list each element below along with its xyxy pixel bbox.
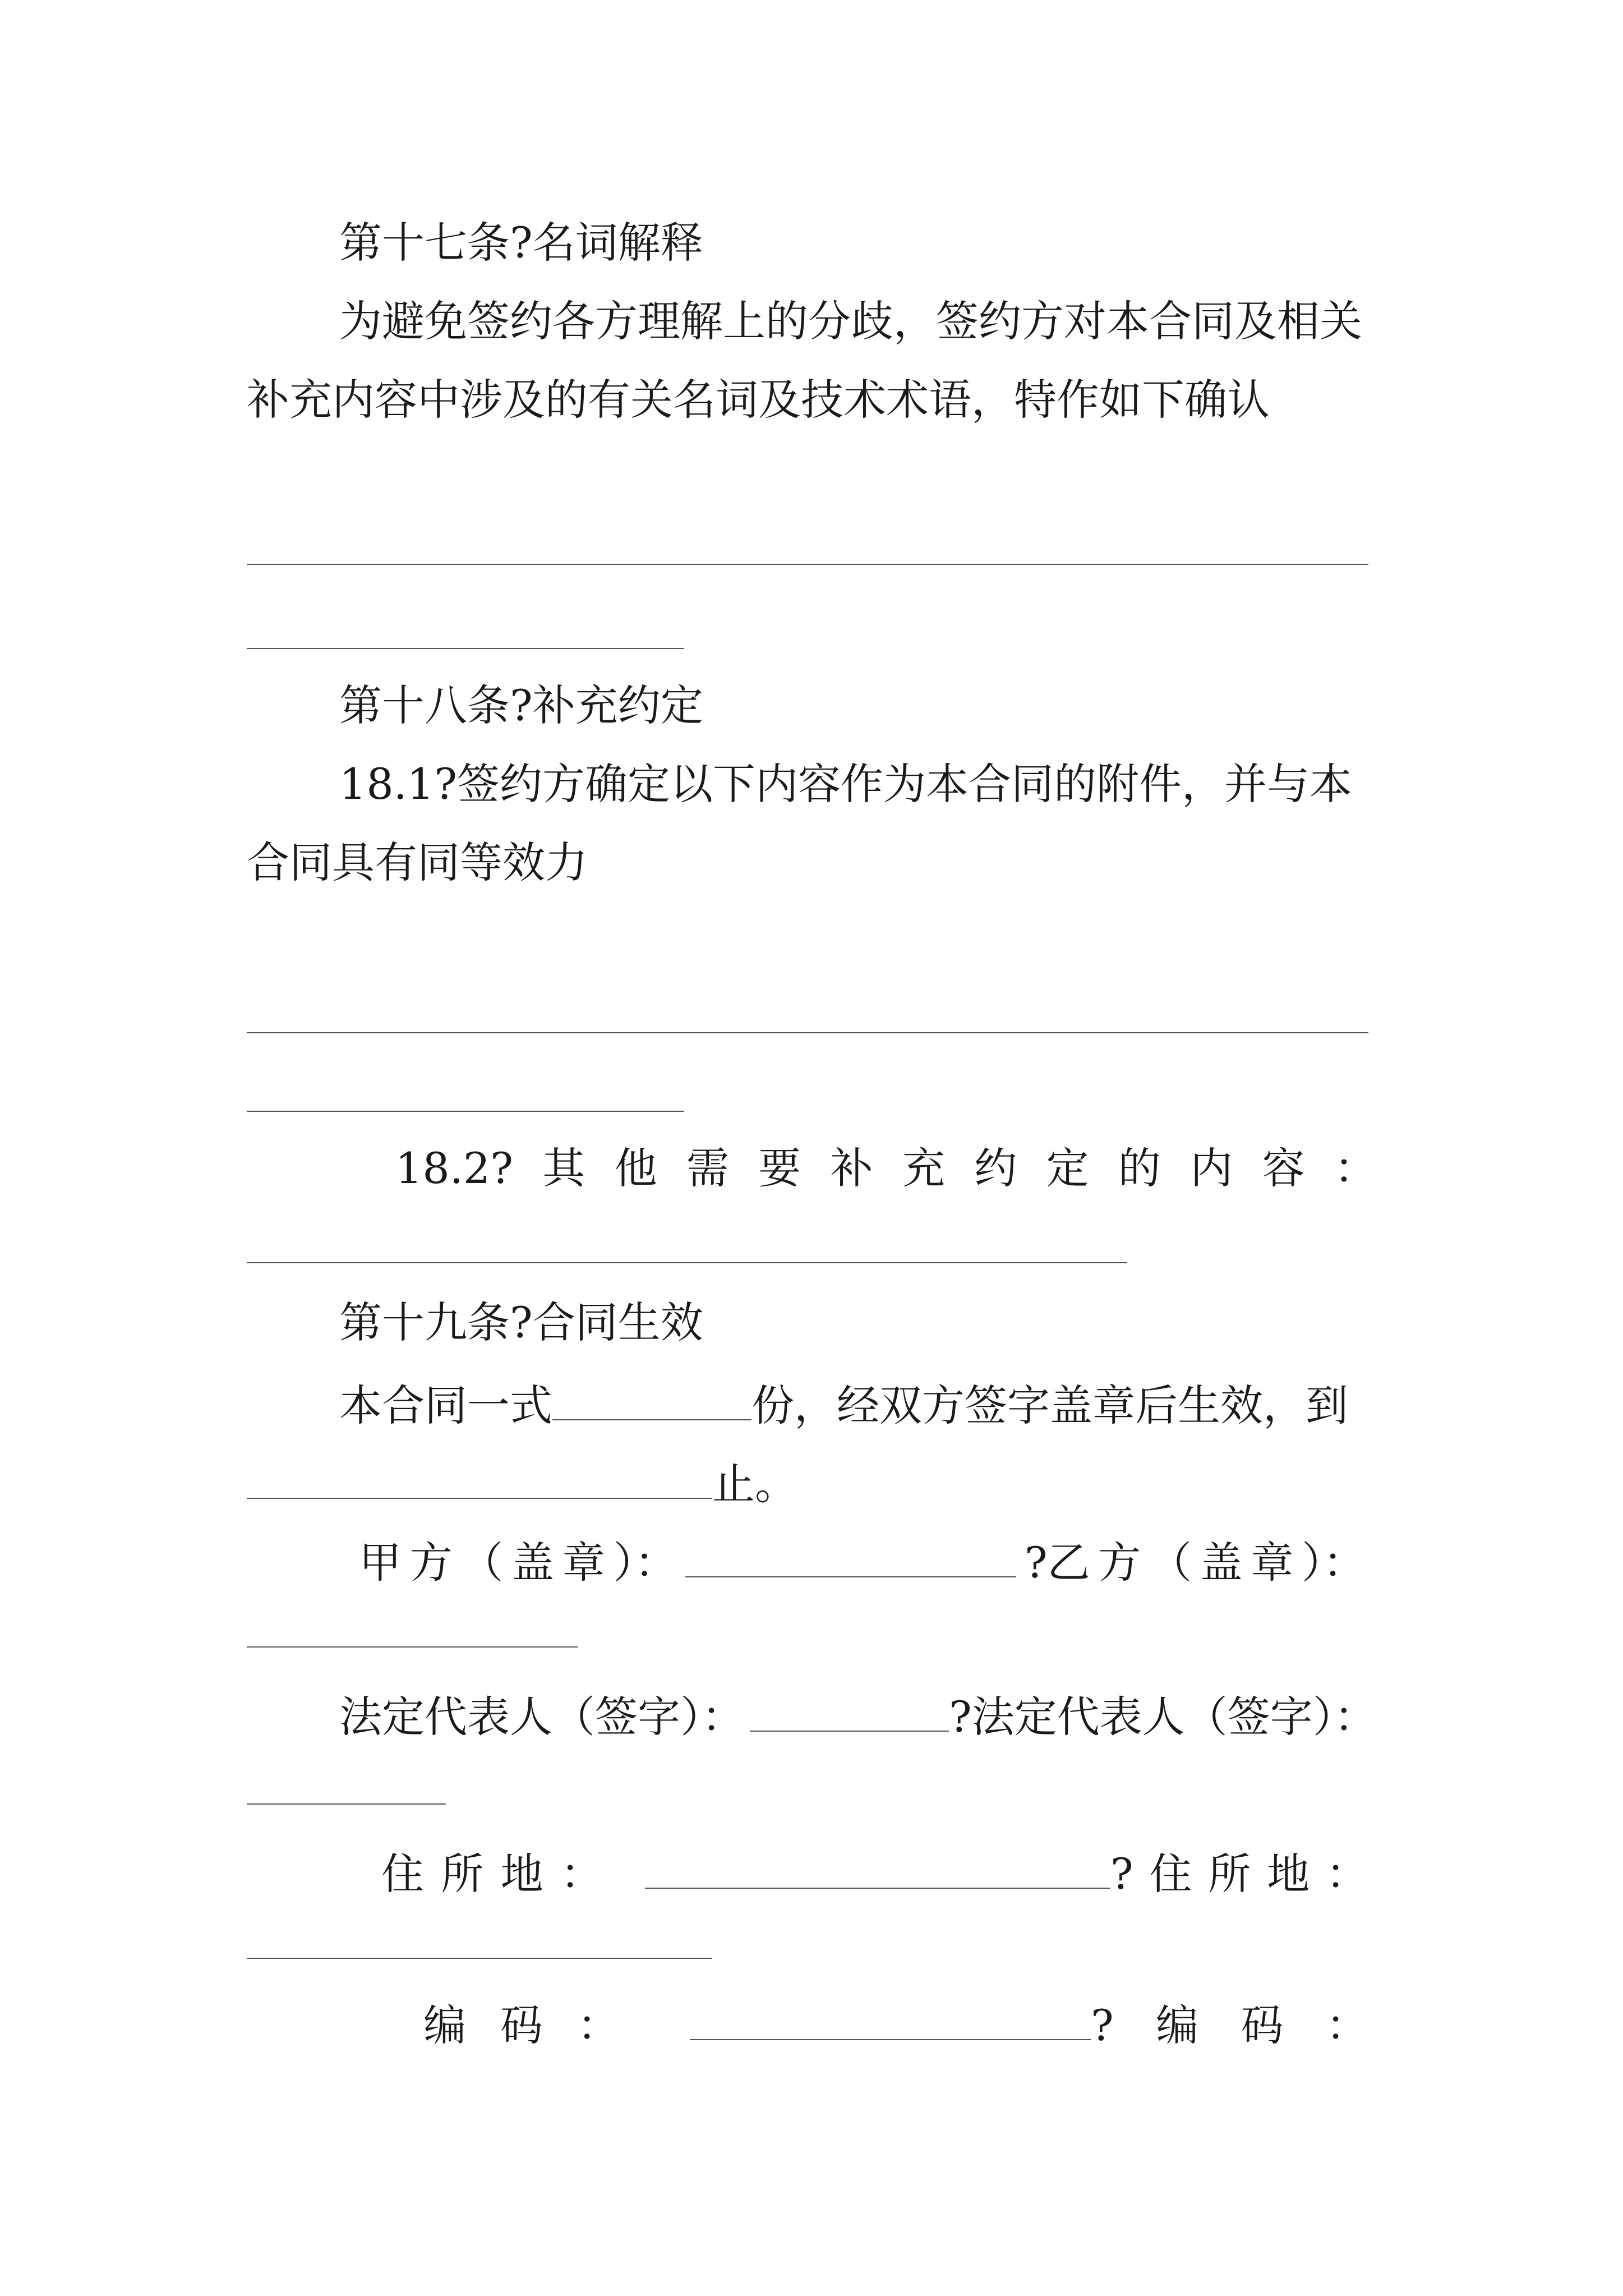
code-a-char: 编 bbox=[423, 2000, 466, 2050]
party-a-char: 方 bbox=[409, 1538, 453, 1588]
legal-rep-b-blank[interactable] bbox=[247, 1803, 446, 1805]
code-b-char: ? bbox=[1091, 2000, 1114, 2050]
article-19-line-1 bbox=[339, 1380, 1348, 1430]
clause-char: 他 bbox=[614, 1143, 657, 1193]
party-a-char: 章 bbox=[562, 1538, 605, 1588]
address-line bbox=[381, 1848, 1368, 1899]
article-17-paragraph-line-1: 为避免签约各方理解上的分歧，签约方对本合同及相关 bbox=[339, 296, 1362, 346]
clause-char: 容 bbox=[1262, 1143, 1305, 1193]
address-a-char: 所 bbox=[441, 1849, 484, 1899]
party-a-char: （ bbox=[460, 1538, 504, 1588]
article-18-2-line bbox=[395, 1143, 1377, 1193]
clause-char: 需 bbox=[686, 1143, 729, 1193]
copies-suffix: 份，经双方签字盖章后生效，到 bbox=[751, 1381, 1348, 1430]
code-b-label bbox=[1091, 2000, 1368, 2050]
code-a-char: ： bbox=[577, 2000, 620, 2050]
party-b-char: 章 bbox=[1251, 1538, 1294, 1588]
copies-prefix: 本合同一式 bbox=[339, 1381, 552, 1430]
legal-rep-a-blank[interactable] bbox=[750, 1691, 949, 1732]
article-18-heading: 第十八条?补充约定 bbox=[339, 680, 703, 730]
clause-char: 补 bbox=[830, 1143, 873, 1193]
article-19-heading: 第十九条?合同生效 bbox=[339, 1297, 703, 1347]
party-a-seal-blank[interactable] bbox=[685, 1537, 1016, 1577]
article-17-heading: 第十七条?名词解释 bbox=[339, 218, 703, 268]
clause-char: 的 bbox=[1118, 1143, 1161, 1193]
article-19-line-2 bbox=[247, 1458, 797, 1509]
party-a-char: ）： bbox=[613, 1538, 677, 1588]
article-18-1-line-2: 合同具有同等效力 bbox=[247, 838, 588, 887]
party-a-char: 甲 bbox=[359, 1538, 402, 1588]
copies-count-blank[interactable] bbox=[552, 1380, 751, 1420]
address-a-char: 地 bbox=[500, 1849, 543, 1899]
code-a-label bbox=[423, 2000, 620, 2050]
address-a-blank[interactable] bbox=[645, 1848, 1110, 1889]
party-b-seal-blank[interactable] bbox=[247, 1646, 578, 1648]
postal-code-line bbox=[423, 2000, 1368, 2050]
clause-char: 要 bbox=[758, 1143, 801, 1193]
code-b-char: ： bbox=[1325, 2000, 1368, 2050]
clause-char: 其 bbox=[542, 1143, 585, 1193]
end-date-suffix: 止。 bbox=[712, 1459, 797, 1509]
address-a-char: 住 bbox=[381, 1849, 424, 1899]
article-18-1-line-1: 18.1?签约方确定以下内容作为本合同的附件，并与本 bbox=[339, 759, 1352, 809]
party-b-char: ）： bbox=[1302, 1538, 1366, 1588]
party-a-char: 盖 bbox=[511, 1538, 555, 1588]
party-b-char: （ bbox=[1149, 1538, 1192, 1588]
party-b-char: ?乙 bbox=[1024, 1538, 1090, 1588]
party-b-char: 盖 bbox=[1200, 1538, 1243, 1588]
party-b-char: 方 bbox=[1098, 1538, 1141, 1588]
fill-in-rule bbox=[247, 648, 684, 649]
code-b-char: 编 bbox=[1156, 2000, 1199, 2050]
clause-char: 内 bbox=[1190, 1143, 1233, 1193]
legal-rep-b-label: ?法定代表人（签字）： bbox=[949, 1692, 1377, 1742]
clause-number: 18.2? bbox=[395, 1143, 513, 1193]
code-a-blank[interactable] bbox=[690, 2000, 1091, 2040]
fill-in-rule bbox=[247, 1262, 1127, 1263]
legal-rep-line bbox=[339, 1691, 1377, 1742]
clause-char: 约 bbox=[974, 1143, 1017, 1193]
address-b-char: ： bbox=[1326, 1849, 1368, 1899]
address-b-label bbox=[1110, 1849, 1368, 1899]
code-a-char: 码 bbox=[500, 2000, 543, 2050]
clause-char: 定 bbox=[1046, 1143, 1089, 1193]
article-17-paragraph-line-2: 补充内容中涉及的有关名词及技术术语，特作如下确认 bbox=[247, 375, 1270, 425]
code-b-char: 码 bbox=[1241, 2000, 1284, 2050]
clause-char: ： bbox=[1334, 1143, 1377, 1193]
address-b-blank[interactable] bbox=[247, 1958, 712, 1959]
address-b-char: 所 bbox=[1208, 1849, 1251, 1899]
address-b-char: 地 bbox=[1267, 1849, 1310, 1899]
end-date-blank[interactable] bbox=[247, 1458, 712, 1499]
address-b-char: ? bbox=[1110, 1849, 1133, 1899]
fill-in-rule bbox=[247, 1032, 1368, 1033]
address-a-char: ： bbox=[560, 1849, 603, 1899]
party-seal-line bbox=[359, 1537, 1366, 1588]
address-b-char: 住 bbox=[1149, 1849, 1192, 1899]
legal-rep-a-label: 法定代表人（签字）： bbox=[339, 1692, 744, 1742]
address-a-label bbox=[381, 1849, 603, 1899]
fill-in-rule bbox=[247, 564, 1368, 565]
fill-in-rule bbox=[247, 1111, 684, 1112]
clause-char: 充 bbox=[902, 1143, 945, 1193]
